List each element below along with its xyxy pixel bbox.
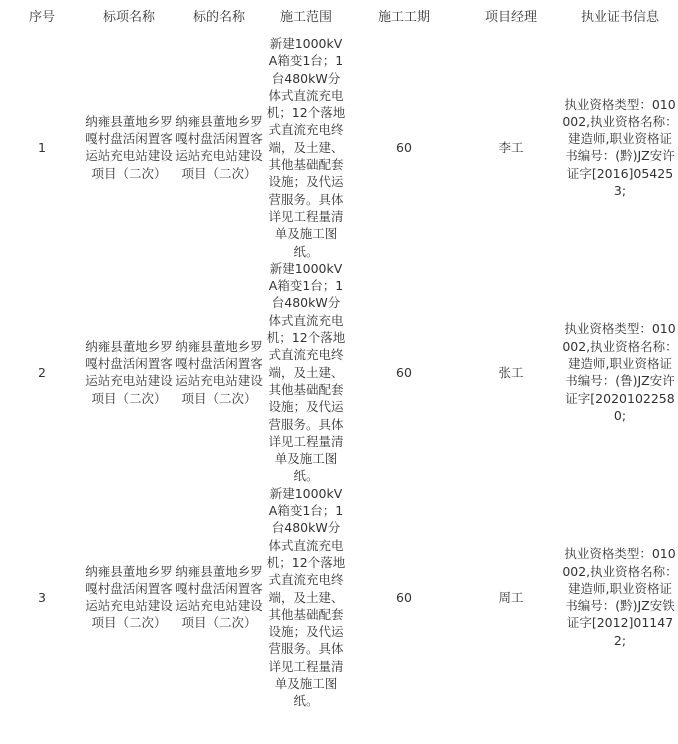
row-construction-scope: 新建1000kVA箱变1台；1台480kW分体式直流充电机；12个落地式直流充电终端，及土建、其他基础配套设施；及代运营服务。具体详见工程量清单及施工图纸。	[266, 260, 346, 484]
row-construction-scope: 新建1000kVA箱变1台；1台480kW分体式直流充电机；12个落地式直流充电终端，及土建、其他基础配套设施；及代运营服务。具体详见工程量清单及施工图纸。	[266, 36, 346, 259]
row-lot-name: 纳雍县董地乡罗嘎村盘活闲置客运站充电站建设项目（二次）	[85, 338, 173, 406]
row-subject-name: 纳雍县董地乡罗嘎村盘活闲置客运站充电站建设项目（二次）	[175, 113, 263, 181]
header-construction-period: 施工工期	[377, 9, 430, 25]
row-project-manager: 李工	[498, 139, 524, 155]
table-header-row	[0, 0, 678, 35]
header-project-manager: 项目经理	[484, 9, 537, 25]
row-index: 2	[38, 364, 46, 380]
row-subject-name: 纳雍县董地乡罗嘎村盘活闲置客运站充电站建设项目（二次）	[175, 563, 263, 631]
header-lot-name: 标项名称	[102, 9, 155, 25]
row-certificate-info: 执业资格类型：010002,执业资格名称：建造师,职业资格证书编号：(鲁)JZ安许证字[20201022580;	[562, 321, 678, 423]
row-index: 3	[38, 589, 46, 605]
row-construction-period: 60	[396, 139, 412, 155]
header-subject-name: 标的名称	[192, 9, 245, 25]
row-lot-name: 纳雍县董地乡罗嘎村盘活闲置客运站充电站建设项目（二次）	[85, 113, 173, 181]
row-construction-scope: 新建1000kVA箱变1台；1台480kW分体式直流充电机；12个落地式直流充电终端，及土建、其他基础配套设施；及代运营服务。具体详见工程量清单及施工图纸。	[266, 485, 346, 709]
row-certificate-info: 执业资格类型：010002,执业资格名称：建造师,职业资格证书编号：(黔)JZ安许证字[2016]054253;	[562, 96, 678, 199]
table-row	[0, 260, 678, 485]
row-subject-name: 纳雍县董地乡罗嘎村盘活闲置客运站充电站建设项目（二次）	[175, 338, 263, 406]
row-construction-period: 60	[396, 364, 412, 380]
table-row	[0, 485, 678, 710]
row-project-manager: 周工	[498, 589, 524, 605]
header-construction-scope: 施工范围	[279, 9, 332, 25]
row-project-manager: 张工	[498, 364, 524, 380]
row-construction-period: 60	[396, 589, 412, 605]
row-index: 1	[38, 139, 46, 155]
header-certificate-info: 执业证书信息	[580, 9, 659, 25]
header-index: 序号	[28, 9, 55, 25]
row-certificate-info: 执业资格类型：010002,执业资格名称：建造师,职业资格证书编号：(黔)JZ安铁证字[2012]011472;	[562, 546, 678, 648]
row-lot-name: 纳雍县董地乡罗嘎村盘活闲置客运站充电站建设项目（二次）	[85, 563, 173, 631]
table-row	[0, 35, 678, 260]
